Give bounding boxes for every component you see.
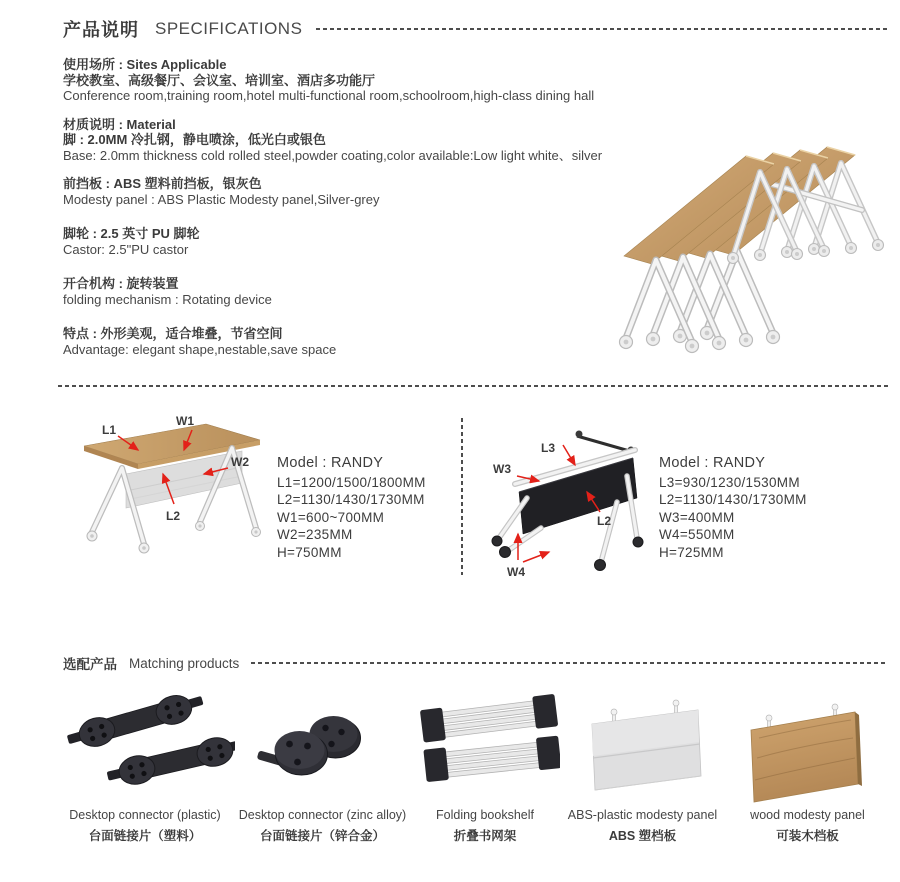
desktop-connector-zinc-photo xyxy=(235,692,410,804)
spec-section-advantage xyxy=(63,326,663,357)
matching-products-row xyxy=(55,692,890,844)
page-title-en: SPECIFICATIONS xyxy=(155,19,303,38)
dim-label-w3: W3 xyxy=(493,462,511,476)
header-dashed-rule xyxy=(316,28,888,30)
spec-line: 学校教室、高级餐厅、会议室、培训室、酒店多功能厅 xyxy=(63,72,376,88)
spec-line: 材质说明 : Material xyxy=(63,116,176,132)
model-line: L2=1130/1430/1730MM xyxy=(659,492,807,507)
dim-label-w2: W2 xyxy=(231,455,249,469)
spec-line: 开合机构 : 旋转装置 xyxy=(63,276,179,291)
spec-line: Base: 2.0mm thickness cold rolled steel,powder coating,color available:Low light white、silver xyxy=(63,147,603,163)
dim-label-l2: L2 xyxy=(166,509,181,523)
wood-modesty-panel-photo xyxy=(725,692,890,804)
spec-line: 脚轮 : 2.5 英寸 PU 脚轮 xyxy=(63,226,200,241)
desktop-connector-plastic-photo xyxy=(55,692,235,804)
product-caption-zh: 折叠书网架 xyxy=(453,829,517,843)
model-line: H=750MM xyxy=(277,544,342,560)
product-caption-en: ABS-plastic modesty panel xyxy=(567,808,718,822)
model-line: L3=930/1230/1530MM xyxy=(659,474,800,490)
matching-products-header xyxy=(63,653,888,673)
product-caption-zh: 台面链接片（锌合金） xyxy=(259,829,385,843)
table-open-diagram xyxy=(78,410,278,570)
product-caption-en: Desktop connector (plastic) xyxy=(69,808,221,822)
product-desktop-connector-zinc xyxy=(235,692,410,844)
model-specs-right xyxy=(659,455,807,561)
product-abs-modesty-panel xyxy=(560,692,725,844)
spec-section-castor xyxy=(63,226,663,257)
model-line: W2=235MM xyxy=(277,527,353,542)
dim-label-l3: L3 xyxy=(541,441,556,455)
product-caption-en: Folding bookshelf xyxy=(436,808,534,822)
matching-title-zh: 选配产品 xyxy=(63,657,117,672)
spec-section-folding-mechanism xyxy=(63,276,663,307)
model-line: H=725MM xyxy=(659,544,724,560)
stacked-tables-photo xyxy=(600,126,892,378)
model-line: W3=400MM xyxy=(659,509,735,525)
matching-title-en: Matching products xyxy=(129,655,240,671)
spec-section-modesty-panel xyxy=(63,176,663,207)
dim-label-w4: W4 xyxy=(507,565,525,579)
spec-line: 特点 : 外形美观，适合堆叠，节省空间 xyxy=(63,326,283,341)
spec-text-block xyxy=(63,57,663,370)
product-caption-zh: 台面链接片（塑料） xyxy=(88,829,202,843)
table-folded-diagram xyxy=(485,420,665,580)
model-line: Model : RANDY xyxy=(659,455,766,471)
product-caption-en: Desktop connector (zinc alloy) xyxy=(238,808,407,822)
spec-line: 前挡板 : ABS 塑料前挡板，银灰色 xyxy=(63,176,262,191)
product-caption-zh: 可装木档板 xyxy=(776,829,839,843)
spec-line: Modesty panel : ABS Plastic Modesty panel,Silver-grey xyxy=(63,191,380,207)
product-caption-zh: ABS 塑档板 xyxy=(608,829,677,843)
model-specs-left xyxy=(277,455,426,561)
spec-line: Castor: 2.5"PU castor xyxy=(63,241,189,257)
model-line: Model : RANDY xyxy=(277,455,384,471)
product-caption-en: wood modesty panel xyxy=(750,808,865,822)
vertical-dashed-divider xyxy=(461,418,463,575)
dim-label-w1: W1 xyxy=(176,414,194,428)
spec-line: Advantage: elegant shape,nestable,save space xyxy=(63,341,337,357)
spec-section-sites xyxy=(63,57,663,104)
matching-dashed-rule xyxy=(251,662,888,664)
product-folding-bookshelf xyxy=(410,692,560,844)
model-line: W1=600~700MM xyxy=(277,509,385,525)
spec-line: 使用场所 : Sites Applicable xyxy=(63,57,227,72)
spec-section-material xyxy=(63,117,663,164)
model-line: L2=1130/1430/1730MM xyxy=(277,492,425,507)
section-dashed-rule xyxy=(58,385,888,387)
model-line: W4=550MM xyxy=(659,527,735,542)
dim-label-l1: L1 xyxy=(102,423,117,437)
model-line: L1=1200/1500/1800MM xyxy=(277,474,426,490)
page-title-zh: 产品说明 xyxy=(63,20,139,40)
spec-line: Conference room,training room,hotel multi-functional room,schoolroom,high-class dining hall xyxy=(63,88,595,103)
product-wood-modesty-panel xyxy=(725,692,890,844)
page-header xyxy=(63,16,888,42)
spec-line: folding mechanism : Rotating device xyxy=(63,291,272,307)
product-desktop-connector-plastic xyxy=(55,692,235,844)
folding-bookshelf-photo xyxy=(410,692,560,804)
spec-line: 脚 : 2.0MM 冷扎钢，静电喷涂，低光白或银色 xyxy=(63,132,326,147)
abs-modesty-panel-photo xyxy=(560,692,725,804)
dim-label-l2: L2 xyxy=(597,514,612,528)
